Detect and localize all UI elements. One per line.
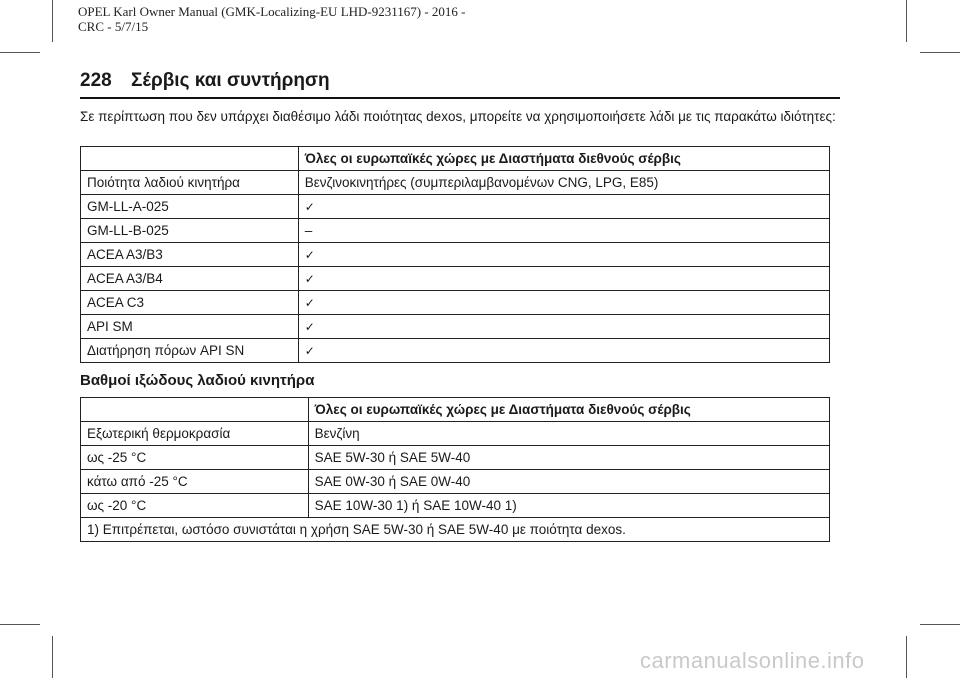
- viscosity-cell: SAE 0W-30 ή SAE 0W-40: [308, 470, 829, 494]
- table-footnote: 1) Επιτρέπεται, ωστόσο συνιστάται η χρήση SAE 5W-30 ή SAE 5W-40 με ποιότητα dexos.: [81, 518, 830, 542]
- crop-mark: [0, 624, 40, 625]
- page-heading: [80, 70, 840, 99]
- table-row: [81, 494, 830, 518]
- running-header-line: CRC - 5/7/15: [78, 19, 149, 34]
- check-icon: ✓: [298, 315, 829, 339]
- crop-mark: [906, 0, 907, 42]
- dash-mark: –: [298, 219, 829, 243]
- table-row: [81, 315, 830, 339]
- viscosity-cell: SAE 5W-30 ή SAE 5W-40: [308, 446, 829, 470]
- table-cell: Ποιότητα λαδιού κινητήρα: [81, 171, 299, 195]
- oil-spec-name: GM-LL-A-025: [81, 195, 299, 219]
- page-title: Σέρβις και συντήρηση: [130, 70, 330, 91]
- oil-spec-name: GM-LL-B-025: [81, 219, 299, 243]
- check-icon: ✓: [298, 243, 829, 267]
- crop-mark: [920, 52, 960, 53]
- crop-mark: [52, 0, 53, 42]
- oil-quality-table: [80, 146, 830, 363]
- viscosity-cell: SAE 10W-30 1) ή SAE 10W-40 1): [308, 494, 829, 518]
- viscosity-table: [80, 397, 830, 542]
- check-icon: ✓: [298, 267, 829, 291]
- crop-mark: [0, 52, 40, 53]
- oil-spec-name: ACEA C3: [81, 291, 299, 315]
- section-title: Βαθμοί ιξώδους λαδιού κινητήρα: [80, 372, 315, 389]
- table-row: [81, 339, 830, 363]
- table-cell: Εξωτερική θερμοκρασία: [81, 422, 309, 446]
- table-header-row: [81, 398, 830, 422]
- intro-paragraph: Σε περίπτωση που δεν υπάρχει διαθέσιμο λάδι ποιότητας dexos, μπορείτε να χρησιμοποιήσετε λάδι με τις παρακάτω ιδιότητες:: [80, 109, 836, 124]
- table-subheader-row: [81, 422, 830, 446]
- table-cell: Βενζίνη: [308, 422, 829, 446]
- table-header-cell: Όλες οι ευρωπαϊκές χώρες με Διαστήματα διεθνούς σέρβις: [298, 147, 829, 171]
- temperature-cell: ως -25 °C: [81, 446, 309, 470]
- table-row: [81, 267, 830, 291]
- oil-spec-name: ACEA A3/B3: [81, 243, 299, 267]
- oil-spec-name: API SM: [81, 315, 299, 339]
- check-icon: ✓: [298, 195, 829, 219]
- check-icon: ✓: [298, 291, 829, 315]
- table-row: [81, 219, 830, 243]
- table-header-cell: Όλες οι ευρωπαϊκές χώρες με Διαστήματα διεθνούς σέρβις: [308, 398, 829, 422]
- table-cell: [81, 147, 299, 171]
- table-row: [81, 243, 830, 267]
- table-row: [81, 470, 830, 494]
- page-number: 228: [80, 70, 112, 91]
- table-header-row: [81, 147, 830, 171]
- table-row: [81, 291, 830, 315]
- crop-mark: [906, 636, 907, 678]
- table-cell: Βενζινοκινητήρες (συμπεριλαμβανομένων CNG, LPG, E85): [298, 171, 829, 195]
- oil-spec-name: ACEA A3/B4: [81, 267, 299, 291]
- running-header-line: OPEL Karl Owner Manual (GMK-Localizing-EU LHD-9231167) - 2016 -: [78, 4, 466, 19]
- crop-mark: [920, 624, 960, 625]
- table-cell: [81, 398, 309, 422]
- table-subheader-row: [81, 171, 830, 195]
- table-row: [81, 195, 830, 219]
- check-icon: ✓: [298, 339, 829, 363]
- oil-spec-name: Διατήρηση πόρων API SN: [81, 339, 299, 363]
- table-footnote-row: [81, 518, 830, 542]
- temperature-cell: ως -20 °C: [81, 494, 309, 518]
- table-row: [81, 446, 830, 470]
- running-header: [78, 4, 466, 34]
- watermark: carmanualsonline.info: [640, 648, 865, 673]
- temperature-cell: κάτω από -25 °C: [81, 470, 309, 494]
- crop-mark: [52, 636, 53, 678]
